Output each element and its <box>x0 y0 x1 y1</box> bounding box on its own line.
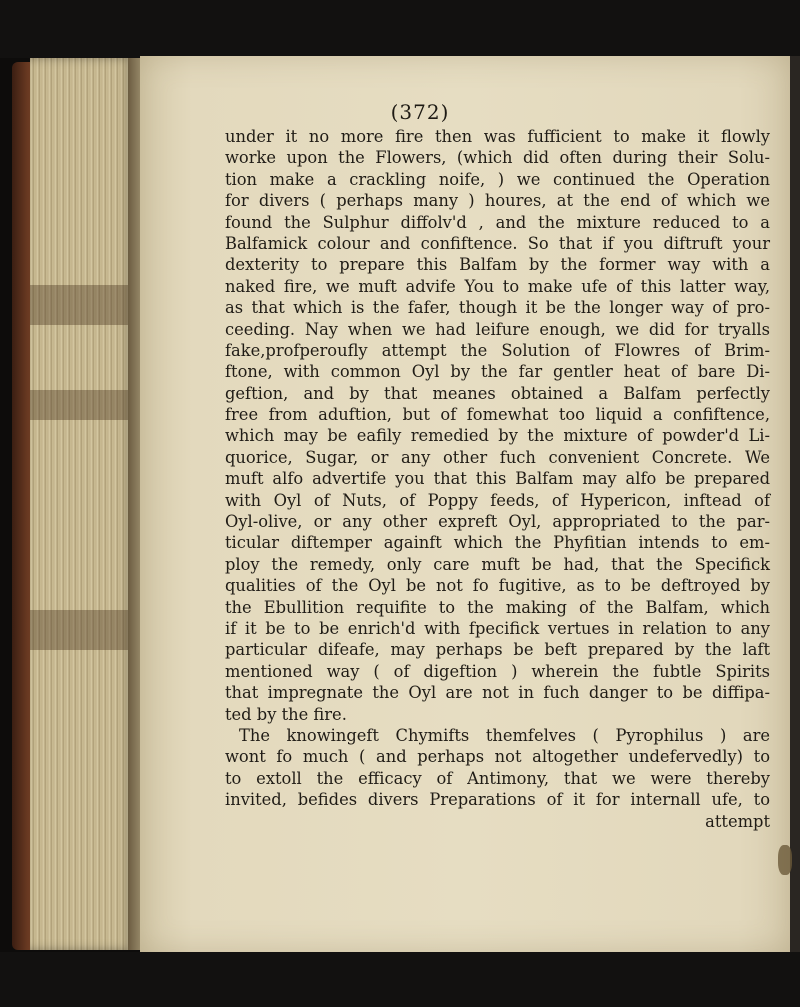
text-line: which may be eafily remedied by the mixture of powder'd Li- <box>225 426 770 446</box>
text-line: that impregnate the Oyl are not in fuch danger to be diffipa- <box>225 683 770 703</box>
text-line: worke upon the Flowers, (which did often during their Solu- <box>225 148 770 168</box>
text-line: mentioned way ( of digeftion ) wherein the fubtle Spirits <box>225 661 770 681</box>
text-line: geftion, and by that meanes obtained a Balfam perfectly <box>225 383 770 403</box>
text-line: tion make a crackling noife, ) we continued the Operation <box>225 169 770 189</box>
text-line: ted by the fire. <box>225 704 347 724</box>
edge-stain <box>30 285 134 325</box>
text-line: ceeding. Nay when we had leifure enough, we did for tryalls <box>225 319 770 339</box>
page-edges <box>30 58 134 950</box>
text-line: free from aduftion, but of fomewhat too liquid a confiftence, <box>225 405 770 425</box>
text-line: found the Sulphur diffolv'd , and the mixture reduced to a <box>225 212 770 232</box>
page-right-edge <box>790 56 800 952</box>
text-line: The knowingeft Chymifts themfelves ( Pyrophilus ) are <box>239 725 770 745</box>
bottom-shadow <box>0 952 800 1007</box>
text-line: qualities of the Oyl be not fo fugitive, as to be deftroyed by <box>225 576 770 596</box>
text-line: Balfamick colour and confiftence. So that if you diftruft your <box>225 233 770 253</box>
text-line: for divers ( perhaps many ) houres, at the end of which we <box>225 191 770 211</box>
text-line: naked fire, we muft advife You to make ufe of this latter way, <box>225 276 770 296</box>
ink-stain <box>778 845 792 875</box>
text-line: particular difeafe, may perhaps be beft prepared by the laft <box>225 640 770 660</box>
text-line: fake,profperoufly attempt the Solution of Flowres of Brim- <box>225 340 770 360</box>
text-line: Oyl-olive, or any other expreft Oyl, appropriated to the par- <box>225 512 770 532</box>
text-line: ftone, with common Oyl by the far gentler heat of bare Di- <box>225 362 770 382</box>
text-line: to extoll the efficacy of Antimony, that we were thereby <box>225 768 770 788</box>
text-line: the Ebullition requifite to the making of the Balfam, which <box>225 597 770 617</box>
text-line: ploy the remedy, only care muft be had, that the Specifick <box>225 554 770 574</box>
body-text <box>225 126 770 832</box>
text-line: ticular diftemper againft which the Phyfitian intends to em- <box>225 533 770 553</box>
text-line: if it be to be enrich'd with fpecifick vertues in relation to any <box>225 618 770 638</box>
edge-stain <box>30 610 134 650</box>
catchword: attempt <box>705 811 770 831</box>
edge-stain <box>30 390 134 420</box>
page-number: (372) <box>390 100 450 124</box>
text-line: as that which is the fafer, though it be the longer way of pro- <box>225 298 770 318</box>
text-line: muft alfo advertife you that this Balfam may alfo be prepared <box>225 469 770 489</box>
text-line: wont fo much ( and perhaps not altogether undefervedly) to <box>225 747 770 767</box>
text-line: quorice, Sugar, or any other fuch convenient Concrete. We <box>225 447 770 467</box>
text-line: dexterity to prepare this Balfam by the former way with a <box>225 255 770 275</box>
text-line: with Oyl of Nuts, of Poppy feeds, of Hypericon, inftead of <box>225 490 770 510</box>
top-shadow <box>0 0 800 58</box>
text-line: under it no more fire then was fufficient to make it flowly <box>225 127 770 146</box>
text-line: invited, befides divers Preparations of it for internall ufe, to <box>225 790 770 810</box>
